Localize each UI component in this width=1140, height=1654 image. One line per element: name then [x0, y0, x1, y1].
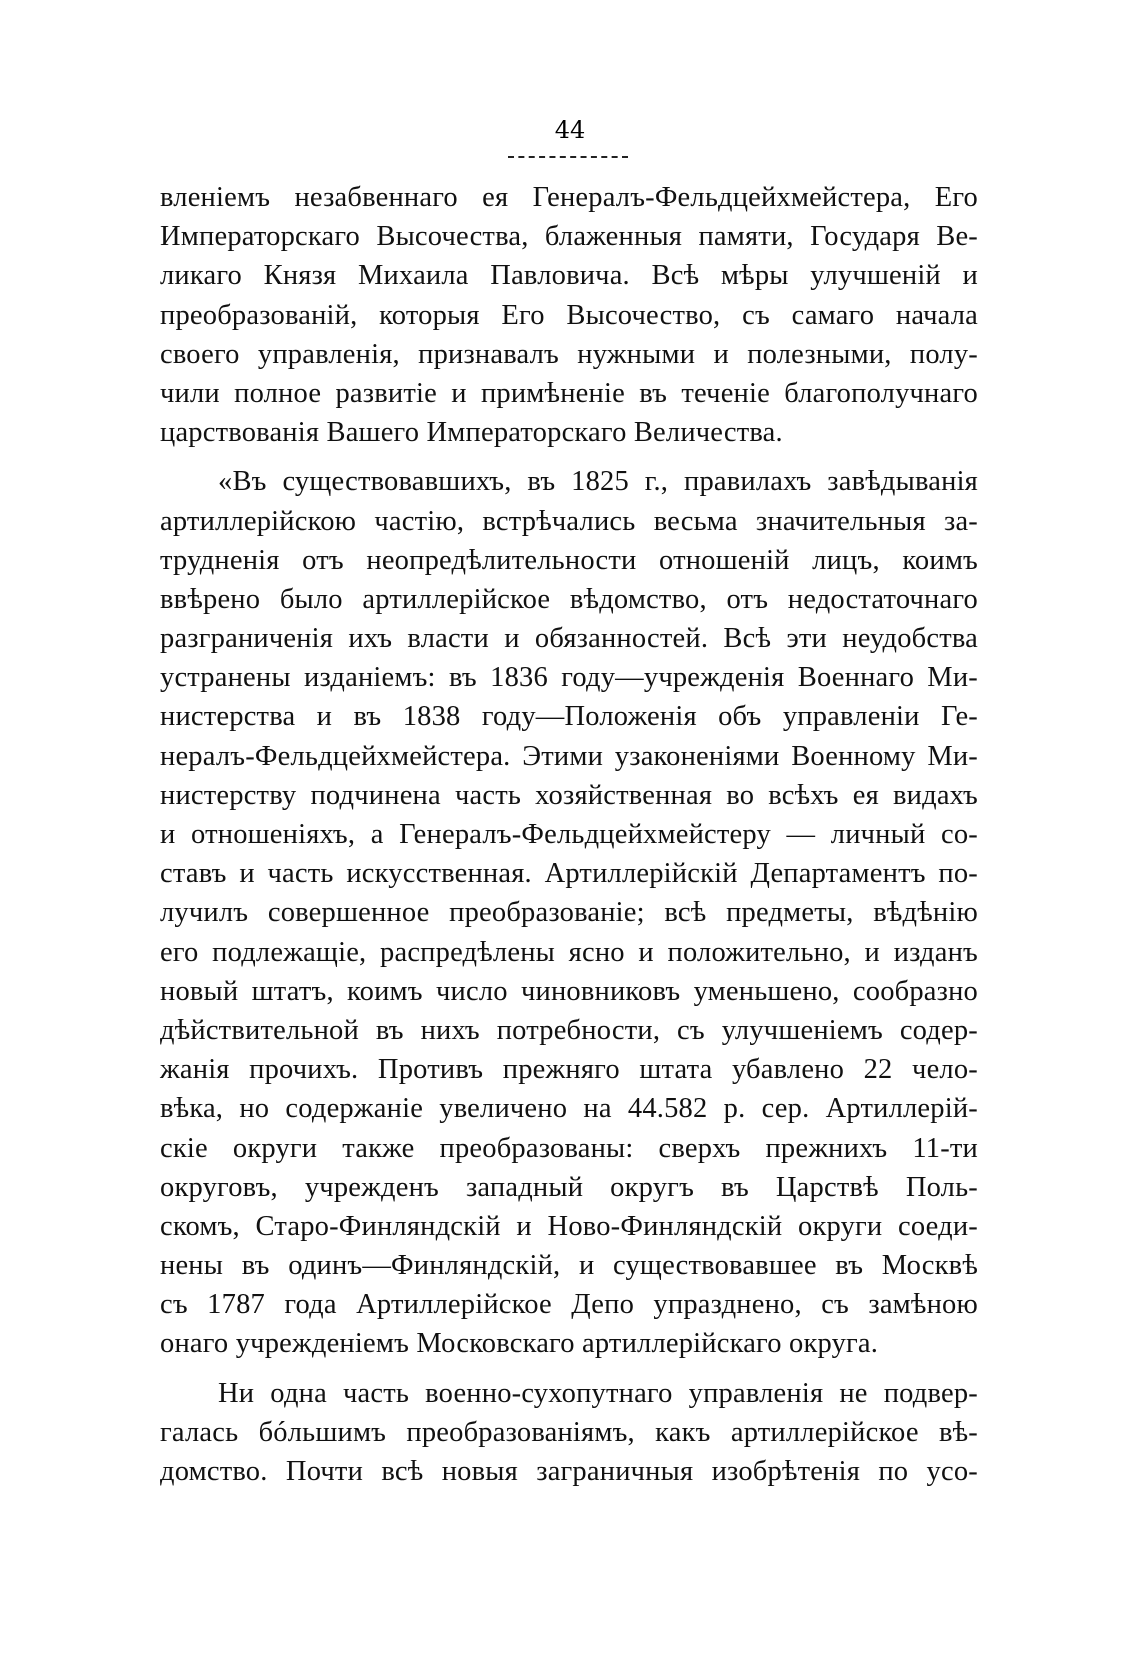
text-line: ликаго Князя Михаила Павловича. Всѣ мѣры улучшеній и: [160, 260, 978, 292]
text-line: ввѣрено было артиллерійское вѣдомство, отъ недостаточнаго: [160, 583, 978, 615]
text-line: трудненія отъ неопредѣлительности отношеній лицъ, коимъ: [160, 544, 978, 576]
text-line: и отношеніяхъ, а Генералъ-Фельдцейхмейстеру — личный со-: [160, 819, 978, 850]
header-rule: [508, 156, 628, 158]
text-line: разграниченія ихъ власти и обязанностей. Всѣ эти неудобства: [160, 623, 978, 655]
text-line: Императорскаго Высочества, блаженныя памяти, Государя Ве-: [160, 221, 978, 253]
text-line: жанія прочихъ. Противъ прежняго штата убавлено 22 чело-: [160, 1054, 978, 1086]
text-line: вленіемъ незабвеннаго ея Генералъ-Фельдцейхмейстера, Его: [160, 182, 978, 213]
text-line: округовъ, учрежденъ западный округъ въ Царствѣ Поль-: [160, 1171, 978, 1203]
paragraph-gap: [160, 1364, 978, 1374]
text-line: лучилъ совершенное преобразованіе; всѣ предметы, вѣдѣнію: [160, 897, 978, 929]
text-line: устранены изданіемъ: въ 1836 году—учрежденія Военнаго Ми-: [160, 662, 978, 694]
paragraph-gap: [160, 452, 978, 462]
text-line: преобразованій, которыя Его Высочество, съ самаго начала: [160, 299, 978, 331]
text-line: нистерства и въ 1838 году—Положенія объ управленіи Ге-: [160, 701, 978, 733]
paragraph: [160, 1374, 978, 1492]
paragraph: [160, 178, 978, 452]
text-line: «Въ существовавшихъ, въ 1825 г., правилахъ завѣдыванія: [218, 466, 978, 498]
text-line: нералъ-Фельдцейхмейстера. Этими узаконеніями Военному Ми-: [160, 740, 978, 772]
text-line: нистерству подчинена часть хозяйственная во всѣхъ ея видахъ: [160, 779, 978, 811]
paragraph: [160, 462, 978, 1363]
text-line: новый штатъ, коимъ число чиновниковъ уменьшено, сообразно: [160, 975, 978, 1007]
text-line: онаго учрежденіемъ Московскаго артиллерійскаго округа.: [160, 1328, 879, 1360]
page-number: 44: [554, 116, 586, 144]
text-line: своего управленія, признавалъ нужными и полезными, полу-: [160, 338, 978, 370]
text-line: ставъ и часть искусственная. Артиллерійскій Департаментъ по-: [160, 858, 978, 890]
text-line: чили полное развитіе и примѣненіе въ теченіе благополучнаго: [160, 377, 978, 409]
text-body: [160, 178, 978, 1491]
text-line: дѣйствительной въ нихъ потребности, съ улучшеніемъ содер-: [160, 1014, 978, 1046]
text-line: вѣка, но содержаніе увеличено на 44.582 р. сер. Артиллерій-: [160, 1093, 978, 1125]
page-header: [0, 118, 1140, 143]
text-line: его подлежащіе, распредѣлены ясно и положительно, и изданъ: [160, 936, 978, 968]
text-line: галась бóльшимъ преобразованіямъ, какъ артиллерійское вѣ-: [160, 1416, 978, 1448]
text-line: нены въ одинъ—Финляндскій, и существовавшее въ Москвѣ: [160, 1250, 978, 1282]
text-line: домство. Почти всѣ новыя заграничныя изобрѣтенія по усо-: [160, 1456, 978, 1487]
text-line: съ 1787 года Артиллерійское Депо упразднено, съ замѣною: [160, 1289, 978, 1321]
text-line: скомъ, Старо-Финляндскій и Ново-Финляндскій округи соеди-: [160, 1210, 978, 1242]
text-line: артиллерійскою частію, встрѣчались весьма значительныя за-: [160, 505, 978, 537]
text-line: скіе округи также преобразованы: сверхъ прежнихъ 11-ти: [160, 1132, 978, 1164]
text-line: Ни одна часть военно-сухопутнаго управленія не подвер-: [218, 1377, 978, 1409]
text-line: царствованія Вашего Императорскаго Величества.: [160, 417, 783, 449]
